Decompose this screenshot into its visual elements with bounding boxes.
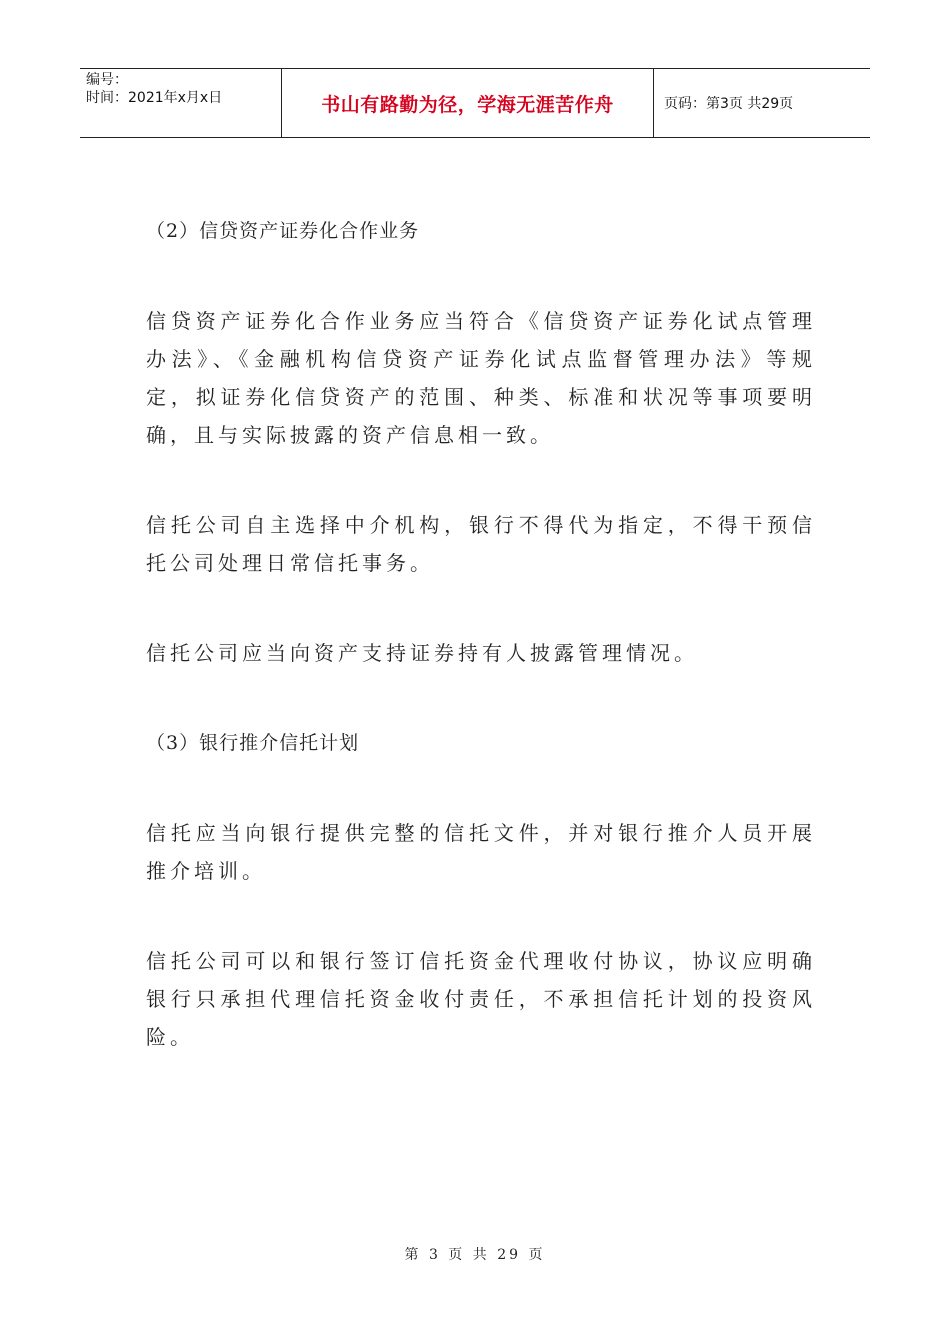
section-2-heading: （2）信贷资产证券化合作业务 — [146, 220, 420, 242]
document-body — [146, 212, 816, 1056]
paragraph-disclosure: 信托公司应当向资产支持证券持有人披露管理情况。 — [146, 641, 698, 665]
header-motto: 书山有路勤为径，学海无涯苦作舟 — [321, 93, 614, 116]
header-motto-cell — [282, 69, 654, 137]
page-footer: 第 3 页 共 29 页 — [404, 1247, 546, 1263]
paragraph-collection-agreement: 信托公司可以和银行签订信托资金代理收付协议，协议应明确银行只承担代理信托资金收付责任，不承担信托计划的投资风险。 — [146, 949, 816, 1049]
paragraph-trust-documents: 信托应当向银行提供完整的信托文件，并对银行推介人员开展推介培训。 — [146, 821, 816, 883]
header-meta-cell — [80, 69, 282, 137]
document-number-label: 编号： — [86, 72, 128, 88]
document-time-label: 时间：2021年x月x日 — [86, 90, 223, 106]
section-3-heading: （3）银行推介信托计划 — [146, 732, 360, 754]
paragraph-securitization-rules: 信贷资产证券化合作业务应当符合《信贷资产证券化试点管理办法》、《金融机构信贷资产证券化试点监督管理办法》等规定，拟证券化信贷资产的范围、种类、标准和状况等事项要明确，且与实际披露的资产信息相一致。 — [146, 309, 816, 447]
paragraph-intermediary-selection: 信托公司自主选择中介机构，银行不得代为指定，不得干预信托公司处理日常信托事务。 — [146, 513, 816, 575]
header-page-code: 页码：第3页 共29页 — [664, 96, 794, 112]
header-page-cell — [654, 69, 870, 137]
document-header — [80, 68, 870, 138]
